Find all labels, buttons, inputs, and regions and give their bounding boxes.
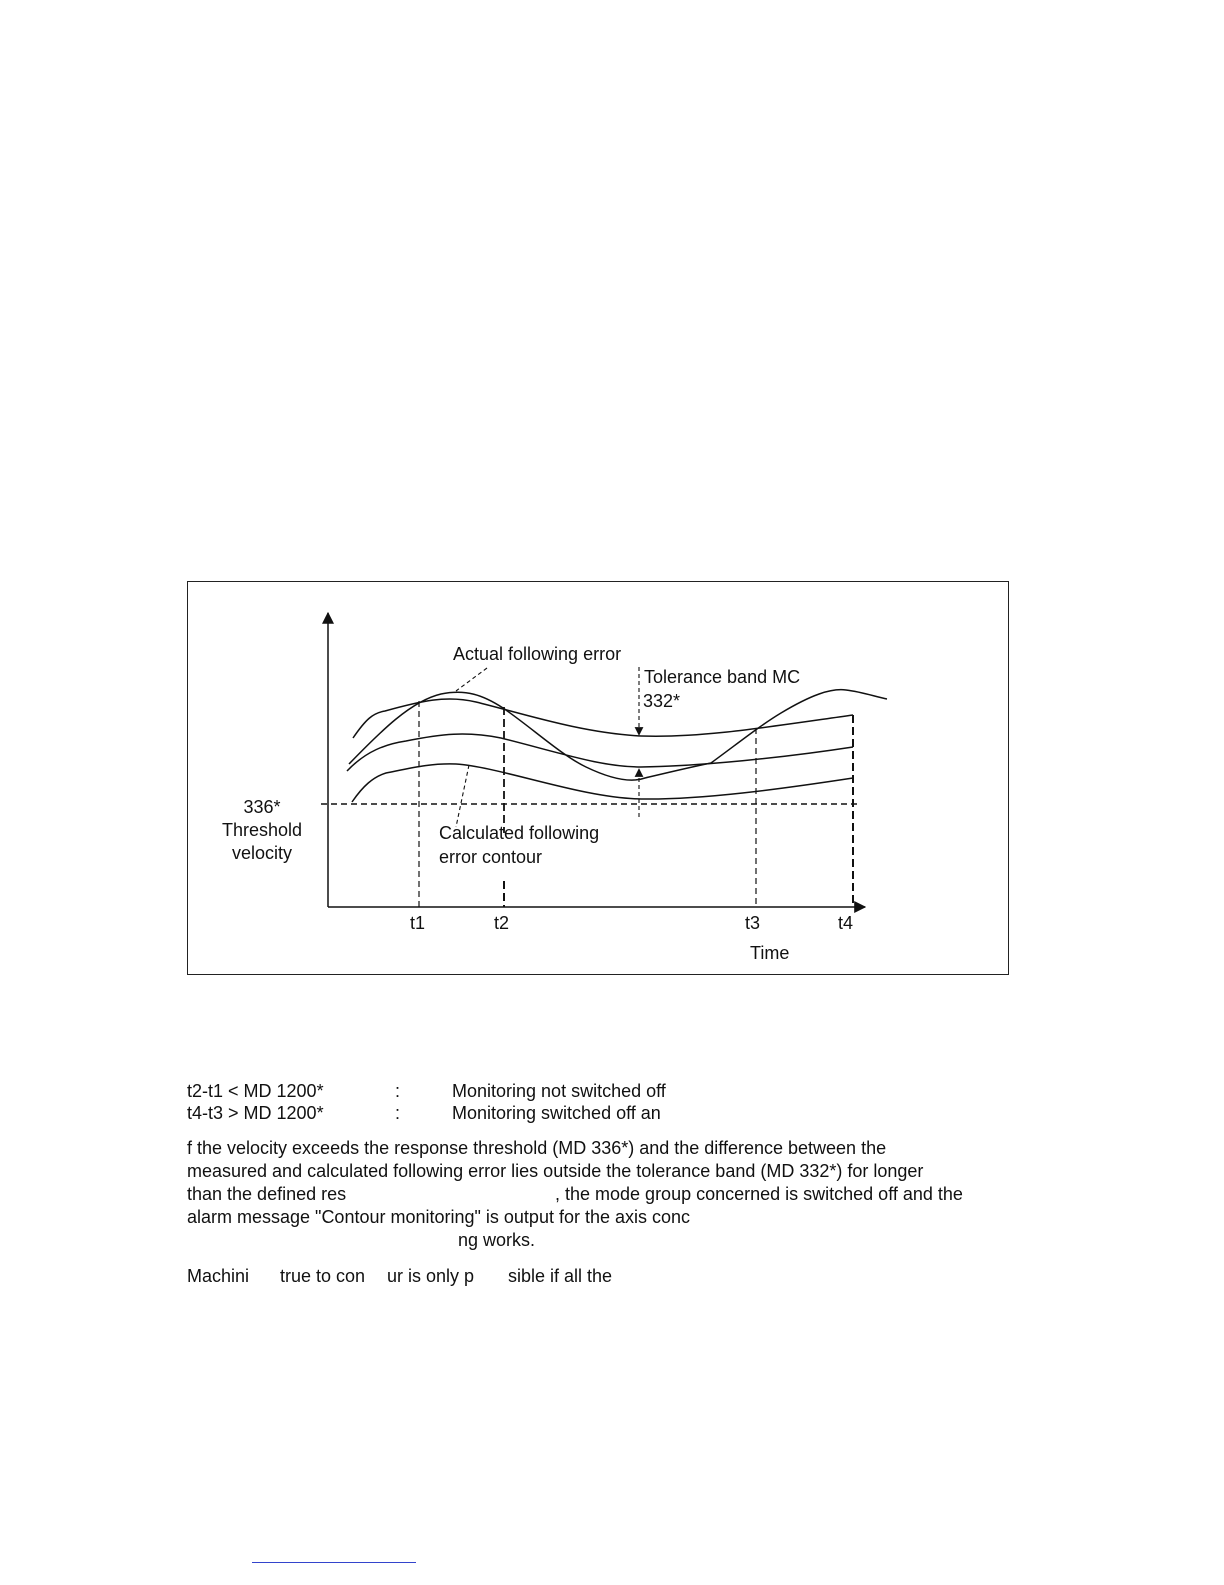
condition-separator: : xyxy=(395,1103,401,1123)
threshold-label-line2: Threshold xyxy=(221,820,303,840)
t3-label: t3 xyxy=(745,913,761,933)
t2-label: t2 xyxy=(494,913,510,933)
tolerance-band-upper xyxy=(353,699,853,738)
threshold-label-line3: velocity xyxy=(231,843,293,863)
actual-following-error-label: Actual following error xyxy=(453,644,622,664)
condition-separator: : xyxy=(395,1081,401,1101)
paragraph-line-3b: , the mode group concerned is switched off and the xyxy=(555,1184,963,1204)
paragraph-line-2: measured and calculated following error lies outside the tolerance band (MD 332*) for longer xyxy=(187,1161,924,1181)
contour-monitoring-diagram xyxy=(1,1,1224,1585)
tolerance-band-label-line1: Tolerance band MC xyxy=(644,667,801,687)
actual-error-leader xyxy=(456,668,487,691)
last-line-part-2: true to con xyxy=(280,1266,366,1286)
paragraph-line-5: ng works. xyxy=(458,1230,536,1250)
tolerance-band-lower xyxy=(352,764,853,802)
actual-following-error-curve xyxy=(349,690,887,780)
threshold-label-line1: 336* xyxy=(243,797,281,817)
footer-link-underline[interactable] xyxy=(252,1562,416,1563)
tolerance-band-label-line2: 332* xyxy=(643,691,681,711)
time-axis-label: Time xyxy=(750,943,790,963)
condition-expr: t4-t3 > MD 1200* xyxy=(187,1103,324,1123)
t1-label: t1 xyxy=(410,913,426,933)
condition-result: Monitoring switched off an xyxy=(452,1103,661,1123)
calculated-contour-leader xyxy=(456,765,469,827)
t4-label: t4 xyxy=(838,913,854,933)
calculated-contour-label-line1: Calculated following xyxy=(439,823,600,843)
condition-result: Monitoring not switched off xyxy=(452,1081,666,1101)
last-line-part-3: ur is only p xyxy=(387,1266,475,1286)
last-line-part-1: Machini xyxy=(187,1266,250,1286)
paragraph-line-3a: than the defined res xyxy=(187,1184,347,1204)
calculated-contour-label-line2: error contour xyxy=(439,847,543,867)
paragraph-line-4: alarm message "Contour monitoring" is output for the axis conc xyxy=(187,1207,691,1227)
figure-frame xyxy=(187,581,1009,975)
paragraph-line-1: f the velocity exceeds the response threshold (MD 336*) and the difference between the xyxy=(187,1138,887,1158)
condition-expr: t2-t1 < MD 1200* xyxy=(187,1081,324,1101)
last-line-part-4: sible if all the xyxy=(508,1266,613,1286)
